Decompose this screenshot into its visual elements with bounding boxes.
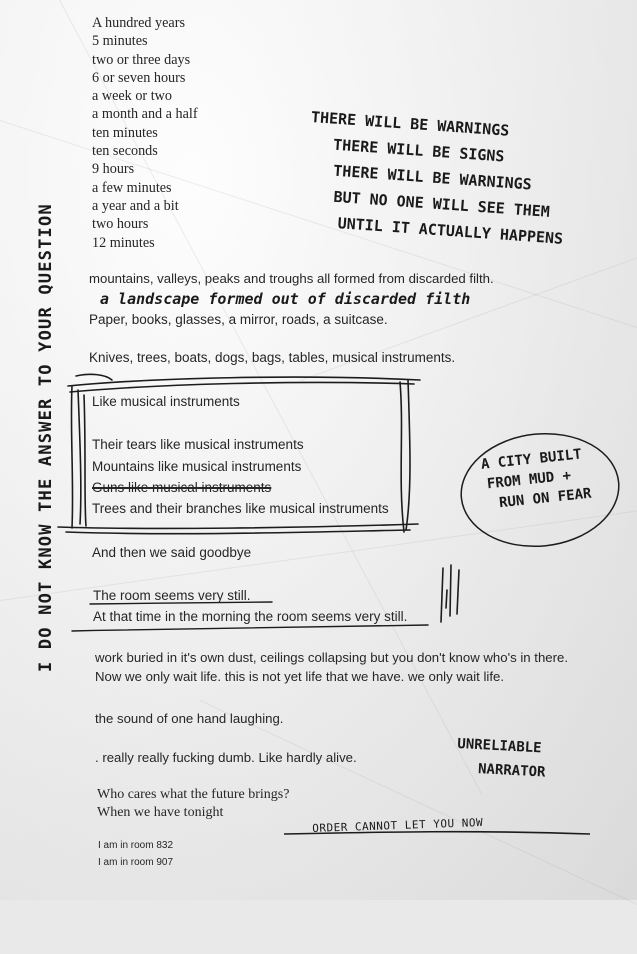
objects-line-2: Knives, trees, boats, dogs, bags, tables, musical instruments.: [89, 350, 456, 365]
circle-note-line: RUN ON FEAR: [498, 485, 593, 512]
future-line-1: Who cares what the future brings?: [97, 787, 290, 802]
warning-line: THERE WILL BE SIGNS: [332, 135, 506, 166]
crossed-out-handwriting: ORDER CANNOT LET YOU NOW: [312, 816, 484, 835]
future-line-2: When we have tonight: [97, 805, 224, 820]
time-list-item: A hundred years: [92, 15, 185, 31]
circle-note-line: FROM MUD +: [486, 467, 572, 493]
box-line: Their tears like musical instruments: [92, 437, 304, 452]
mountains-line: mountains, valleys, peaks and troughs all formed from discarded filth.: [89, 271, 494, 286]
time-list-item: 6 or seven hours: [92, 69, 186, 86]
box-line: Trees and their branches like musical instruments: [92, 501, 389, 516]
unreliable-narrator-note: [455, 732, 547, 785]
note-line: NARRATOR: [477, 761, 546, 781]
time-list-item: a year and a bit: [92, 197, 179, 214]
box-line-crossed: Guns like musical instruments: [92, 480, 272, 495]
handwritten-side-note: I DO NOT KNOW THE ANSWER TO YOUR QUESTION: [36, 203, 56, 672]
time-list-item: two or three days: [92, 51, 191, 68]
room-832-line: I am in room 832: [98, 840, 174, 851]
circle-note: [480, 444, 592, 515]
time-list-item: a month and a half: [92, 106, 198, 123]
warning-line: UNTIL IT ACTUALLY HAPPENS: [337, 214, 564, 248]
warning-line: THERE WILL BE WARNINGS: [310, 107, 510, 140]
time-list-item: ten minutes: [92, 124, 158, 141]
circle-note-line: A CITY BUILT: [480, 446, 583, 473]
room-still-line: The room seems very still.: [93, 588, 251, 603]
room-907-line: I am in room 907: [98, 857, 174, 868]
room-morning-line: At that time in the morning the room seems very still.: [93, 609, 408, 624]
warning-line: BUT NO ONE WILL SEE THEM: [332, 187, 551, 221]
dumb-line: . really really fucking dumb. Like hardly alive.: [95, 750, 357, 765]
time-list-item: a week or two: [92, 88, 172, 105]
goodbye-line: And then we said goodbye: [92, 545, 252, 560]
note-line: UNRELIABLE: [456, 735, 542, 757]
time-list: [92, 14, 198, 252]
time-list-item: a few minutes: [92, 179, 172, 196]
box-heading: Like musical instruments: [92, 394, 240, 409]
objects-line-1: Paper, books, glasses, a mirror, roads, a suitcase.: [89, 312, 388, 327]
time-list-item: two hours: [92, 216, 149, 233]
handwritten-landscape: a landscape formed out of discarded filth: [100, 290, 471, 308]
warning-line: THERE WILL BE WARNINGS: [332, 161, 533, 194]
time-list-item: 12 minutes: [92, 234, 155, 251]
time-list-item: 5 minutes: [92, 33, 148, 50]
time-list-item: 9 hours: [92, 161, 135, 178]
handwritten-warnings: [303, 104, 571, 252]
wait-life-line: Now we only wait life. this is not yet life that we have. we only wait life.: [95, 669, 504, 684]
one-hand-line: the sound of one hand laughing.: [95, 711, 284, 726]
box-line: Mountains like musical instruments: [92, 459, 302, 474]
work-buried-line: work buried in it's own dust, ceilings collapsing but you don't know who's in there.: [95, 650, 569, 665]
time-list-item: ten seconds: [92, 143, 158, 160]
